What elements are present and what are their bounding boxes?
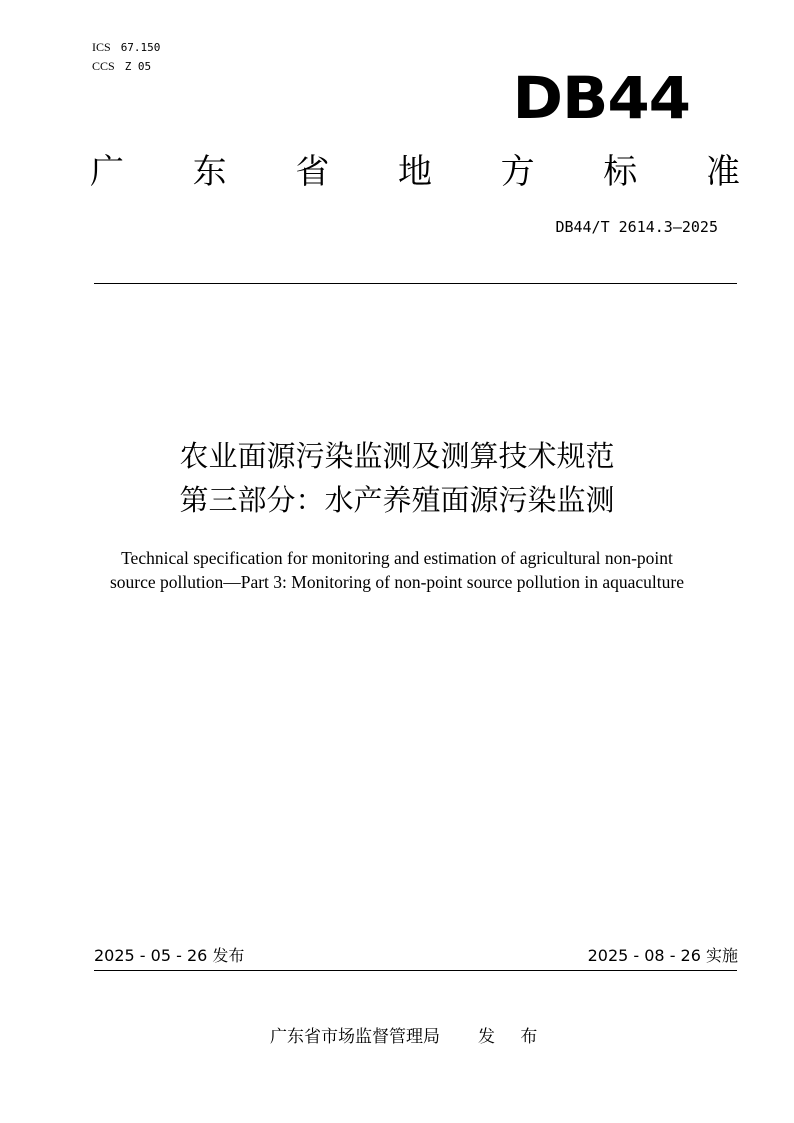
top-divider bbox=[94, 283, 737, 284]
ccs-label: CCS bbox=[92, 59, 115, 73]
bottom-divider bbox=[94, 970, 737, 971]
title-en-line1: Technical specification for monitoring and estimation of agricultural non-point bbox=[121, 548, 673, 568]
standard-type-char: 东 bbox=[192, 152, 227, 192]
ics-value: 67.150 bbox=[120, 41, 161, 54]
ccs-value: Z 05 bbox=[124, 60, 152, 73]
classification-codes bbox=[92, 38, 160, 76]
standard-type-char: 地 bbox=[397, 152, 432, 192]
standard-type-char: 广 bbox=[90, 152, 124, 192]
implementation-date: 2025 - 08 - 26 实施 bbox=[587, 946, 738, 965]
issuer-action: 发 布 bbox=[478, 1027, 548, 1047]
standard-type-char: 准 bbox=[705, 152, 740, 192]
standard-type-char: 标 bbox=[603, 152, 638, 192]
ccs-code bbox=[92, 57, 160, 76]
title-cn-line2: 第三部分：水产养殖面源污染监测 bbox=[179, 483, 615, 517]
title-en-line2: source pollution—Part 3: Monitoring of non-point source pollution in aquaculture bbox=[109, 572, 684, 592]
standard-type-char: 方 bbox=[500, 152, 535, 192]
issuer bbox=[270, 1025, 547, 1049]
standard-number: DB44/T 2614.3—2025 bbox=[555, 218, 718, 236]
issuer-name: 广东省市场监督管理局 bbox=[270, 1027, 440, 1047]
ics-code bbox=[92, 38, 160, 57]
issue-date: 2025 - 05 - 26 发布 bbox=[94, 946, 245, 965]
title-cn-line1: 农业面源污染监测及测算技术规范 bbox=[179, 439, 615, 473]
db44-logo: DB44 bbox=[512, 64, 690, 132]
ics-label: ICS bbox=[92, 40, 111, 54]
standard-type-char: 省 bbox=[295, 152, 330, 192]
standard-type-heading bbox=[85, 150, 745, 194]
